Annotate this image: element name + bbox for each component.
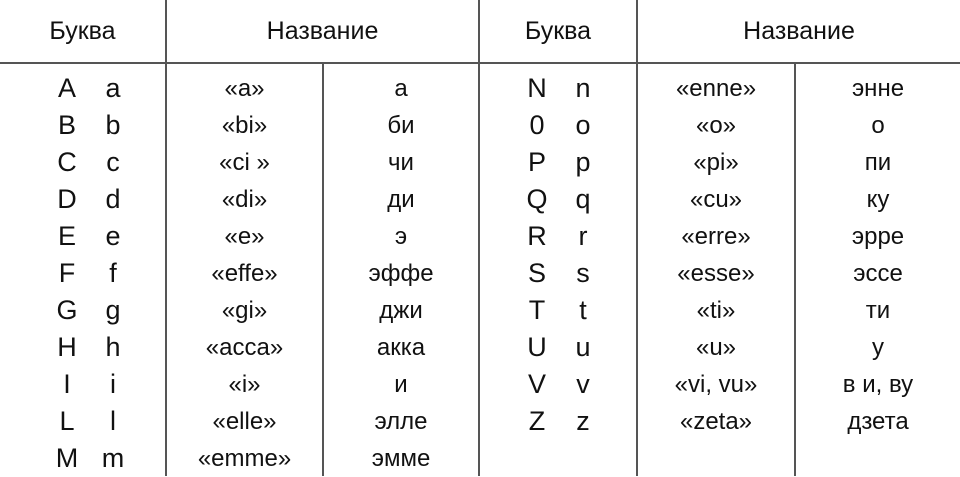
letter-pair <box>50 144 130 181</box>
russian-name: а <box>394 74 408 102</box>
russian-name: эрре <box>851 222 905 250</box>
letter-pair <box>520 292 600 329</box>
russian-name: эссе <box>853 259 903 287</box>
letter-pair <box>50 292 130 329</box>
russian-name: ти <box>865 296 891 324</box>
header-left-letter: Буква <box>49 16 116 45</box>
uppercase-letter: S <box>527 258 546 288</box>
lowercase-letter: e <box>105 221 121 251</box>
uppercase-letter: M <box>55 443 79 473</box>
italian-name: «erre» <box>681 222 751 250</box>
letter-pair <box>50 218 130 255</box>
russian-name: эффе <box>368 259 434 287</box>
russian-name: ди <box>387 185 415 213</box>
letter-pair <box>520 403 600 440</box>
lowercase-letter: q <box>575 184 591 214</box>
italian-name: «o» <box>695 111 737 139</box>
left-russian-column <box>324 70 478 477</box>
header-divider <box>0 62 960 64</box>
italian-name: «effe» <box>211 259 278 287</box>
letter-pair <box>50 107 130 144</box>
lowercase-letter: l <box>110 406 116 436</box>
letter-pair <box>50 366 130 403</box>
letter-pair <box>520 366 600 403</box>
letter-pair <box>520 144 600 181</box>
uppercase-letter: H <box>57 332 77 362</box>
lowercase-letter: m <box>101 443 125 473</box>
lowercase-letter: d <box>105 184 121 214</box>
uppercase-letter: L <box>59 406 75 436</box>
russian-name: энне <box>851 74 905 102</box>
letter-pair <box>50 329 130 366</box>
uppercase-letter: B <box>57 110 76 140</box>
header-left-name: Название <box>266 16 379 45</box>
russian-name: чи <box>388 148 414 176</box>
letter-pair <box>520 181 600 218</box>
italian-name: «pi» <box>693 148 739 176</box>
column-divider <box>478 0 480 476</box>
lowercase-letter: a <box>105 73 121 103</box>
russian-name: дзета <box>847 407 909 435</box>
italian-name: «ti» <box>696 296 736 324</box>
uppercase-letter: D <box>57 184 77 214</box>
italian-name: «esse» <box>677 259 755 287</box>
lowercase-letter: o <box>575 110 591 140</box>
russian-name: в и, ву <box>842 370 914 398</box>
uppercase-letter: U <box>527 332 547 362</box>
italian-name: «bi» <box>221 111 268 139</box>
lowercase-letter: u <box>575 332 591 362</box>
russian-name: би <box>387 111 415 139</box>
russian-name: и <box>394 370 408 398</box>
italian-name: «ci » <box>219 148 270 176</box>
italian-name: «di» <box>221 185 268 213</box>
lowercase-letter: r <box>578 221 588 251</box>
uppercase-letter: C <box>57 147 77 177</box>
right-letters-column <box>520 70 600 440</box>
russian-name: пи <box>864 148 892 176</box>
header-right-name: Название <box>743 16 855 45</box>
lowercase-letter: z <box>576 406 590 436</box>
uppercase-letter: T <box>528 295 546 325</box>
uppercase-letter: E <box>57 221 76 251</box>
left-italian-column <box>167 70 322 477</box>
left-letters-column <box>50 70 130 477</box>
uppercase-letter: G <box>56 295 78 325</box>
russian-name: джи <box>379 296 423 324</box>
lowercase-letter: h <box>105 332 121 362</box>
uppercase-letter: Z <box>528 406 546 436</box>
uppercase-letter: Q <box>526 184 548 214</box>
uppercase-letter: 0 <box>529 110 545 140</box>
letter-pair <box>520 107 600 144</box>
letter-pair <box>50 255 130 292</box>
letter-pair <box>520 255 600 292</box>
lowercase-letter: i <box>110 369 116 399</box>
letter-pair <box>50 440 130 477</box>
russian-name: о <box>871 111 885 139</box>
italian-name: «vi, vu» <box>674 370 758 398</box>
letter-pair <box>520 218 600 255</box>
italian-name: «i» <box>228 370 261 398</box>
uppercase-letter: F <box>58 258 76 288</box>
uppercase-letter: N <box>527 73 547 103</box>
lowercase-letter: t <box>579 295 587 325</box>
uppercase-letter: I <box>63 369 71 399</box>
lowercase-letter: f <box>109 258 117 288</box>
header-right-letter: Буква <box>524 16 592 45</box>
italian-name: «cu» <box>689 185 743 213</box>
italian-name: «enne» <box>675 74 757 102</box>
lowercase-letter: b <box>105 110 121 140</box>
lowercase-letter: n <box>575 73 591 103</box>
letter-pair <box>50 181 130 218</box>
russian-name: элле <box>374 407 428 435</box>
lowercase-letter: s <box>576 258 590 288</box>
uppercase-letter: V <box>527 369 546 399</box>
italian-name: «emme» <box>197 444 292 472</box>
russian-name: эмме <box>371 444 431 472</box>
uppercase-letter: R <box>527 221 547 251</box>
italian-name: «elle» <box>212 407 277 435</box>
italian-name: «a» <box>224 74 265 102</box>
letter-pair <box>520 70 600 107</box>
letter-pair <box>520 329 600 366</box>
uppercase-letter: P <box>527 147 546 177</box>
italian-name: «acca» <box>205 333 284 361</box>
italian-name: «e» <box>224 222 265 250</box>
lowercase-letter: v <box>576 369 590 399</box>
italian-name: «zeta» <box>679 407 753 435</box>
italian-name: «u» <box>695 333 737 361</box>
letter-pair <box>50 70 130 107</box>
russian-name: э <box>394 222 408 250</box>
letter-pair <box>50 403 130 440</box>
russian-name: акка <box>376 333 426 361</box>
right-italian-column <box>638 70 794 440</box>
russian-name: ку <box>866 185 890 213</box>
lowercase-letter: g <box>105 295 121 325</box>
lowercase-letter: c <box>106 147 120 177</box>
uppercase-letter: A <box>57 73 76 103</box>
italian-name: «gi» <box>221 296 268 324</box>
lowercase-letter: p <box>575 147 591 177</box>
russian-name: у <box>872 333 884 361</box>
right-russian-column <box>796 70 960 440</box>
